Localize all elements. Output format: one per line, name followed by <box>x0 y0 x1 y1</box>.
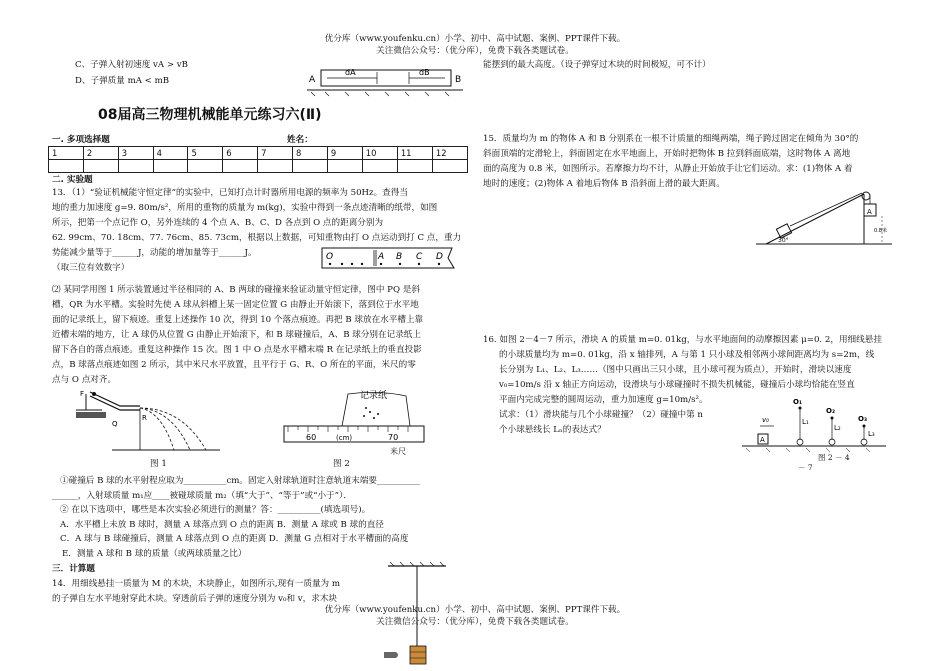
pend-label-v0: v₀ <box>762 416 769 424</box>
page-footer-line2: 关注微信公众号：（优分库），免费下载各类题试卷。 <box>376 617 574 627</box>
pendulum-row-figure <box>740 398 890 454</box>
pend-label-o3: O₃ <box>858 415 868 423</box>
q13-2-line: 点与 O 点对齐。 <box>52 375 117 385</box>
q13-2-line: 面的记录纸上，留下痕迹。重复上述操作 10 次，得到 10 个落点痕迹。再把 B 球放在水平槽上靠 <box>52 315 424 325</box>
q13-2-option: C．A 球与 B 球碰撞后，测量 A 球落点到 O 点的距离 D．测量 G 点相对于水平槽面的高度 <box>60 534 409 544</box>
answer-cell[interactable]: 4 <box>153 147 188 160</box>
q13-line: 62. 99cm、70. 18cm、77. 76cm、85. 73cm，根据以上数据，可知重物由打 O 点运动到打 C 点，重力 <box>52 233 462 243</box>
q16-line: v₀=10m/s 沿 x 轴正方向运动，设滑块与小球碰撞时不损失机械能，碰撞后小球均恰能在竖直 <box>499 380 855 390</box>
tape-label-d: D <box>436 252 443 262</box>
answer-table <box>48 146 468 173</box>
section3-heading: 三．计算题 <box>52 564 95 574</box>
option-d: D、子弹质量 mA < mB <box>75 76 170 86</box>
q13-2-answer-line: ①碰撞后 B 球的水平射程应取为__________cm。固定入射球轨道时注意轨道末端要__________ <box>60 476 420 486</box>
label-da: dA <box>345 68 356 77</box>
q13-2-line: ⑵ 某同学用图 1 所示装置通过半径相同的 A、B 两球的碰撞来验证动量守恒定律，图中 PQ 是斜 <box>52 285 420 295</box>
figure-1-caption: 图 1 <box>150 459 167 469</box>
q14-line: 的子弹自左水平地射穿此木块。穿透前后子弹的速度分别为 v₀和 v，求木块 <box>52 594 338 604</box>
q14-line: 14．用细线悬挂一质量为 M 的木块，木块静止，如图所示,现有一质量为 m <box>52 579 341 589</box>
q15-line: 斜面顶端的定滑轮上，斜面固定在水平地面上，开始时把物体 B 拉到斜面底端，这时物体 A 离地 <box>483 149 851 159</box>
q13-2-answer-line: ______，入射球质量 m₁应____被碰球质量 m₂（填“大于”、“等于”或“小于”）． <box>52 491 352 501</box>
fig1-label-r: R <box>142 414 147 422</box>
incline-label-height: 0.8米 <box>874 228 887 234</box>
tape-label-o: O <box>326 252 334 262</box>
tape-label-b: B <box>396 252 403 262</box>
q14-continuation: 能摆到的最大高度。（设子弹穿过木块的时间极短，可不计） <box>483 60 711 70</box>
pend-label-l3: L₃ <box>868 430 875 438</box>
q15-line: 地时的速度；(2)物体 A 着地后物体 B 沿斜面上滑的最大距离。 <box>483 179 725 189</box>
page-header-line1: 优分库（www.youfenku.cn）小学、初中、高中试题、案例、PPT课件下载。 <box>324 34 626 44</box>
fig2-unit: (cm) <box>336 434 353 442</box>
fig2-label-paper: 记录纸 <box>360 391 388 401</box>
answer-cell[interactable]: 11 <box>397 147 432 160</box>
option-c: C、子弹入射初速度 vA > vB <box>75 60 188 70</box>
figure-16-caption-2: － 7 <box>798 463 813 472</box>
fig2-tick-60: 60 <box>306 433 317 442</box>
fig2-label-ruler: 米尺 <box>390 447 406 456</box>
answer-cell[interactable]: 2 <box>83 147 118 160</box>
pend-label-l2: L₂ <box>834 424 841 432</box>
section1-heading: 一. 多项选择题 <box>52 135 110 145</box>
q15-line: 面的高度为 0.8 米，如图所示。若摩擦力均不计，从静止开始放手让它们运动。求：(1)物体 A 着 <box>483 164 853 174</box>
label-db: dB <box>419 68 430 77</box>
pend-label-o2: O₂ <box>826 407 836 415</box>
q13-line: （取三位有效数字） <box>52 263 130 273</box>
answer-cell[interactable]: 10 <box>362 147 397 160</box>
bullet-block-figure <box>305 62 465 98</box>
pend-label-o1: O₁ <box>793 398 803 406</box>
answer-cell[interactable]: 3 <box>118 147 153 160</box>
label-a: A <box>309 75 316 85</box>
name-label: 姓名： <box>287 135 313 145</box>
answer-cell[interactable]: 1 <box>49 147 84 160</box>
figure-16-caption-1: 图 2 － 4 <box>818 453 850 462</box>
section2-heading: 二. 实验题 <box>52 175 93 185</box>
q16-line: 16. 如图 2－4－7 所示，滑块 A 的质量 m=0. 01kg，与水平地面间的动摩擦因素 μ=0. 2，用细线悬挂 <box>483 335 882 345</box>
q13-2-option: A．水平槽上未放 B 球时，测量 A 球落点到 O 点的距离 B．测量 A 球或 B 球的直径 <box>60 520 384 530</box>
pend-label-a: A <box>760 436 765 444</box>
q13-line: 地的重力加速度 g=9. 80m/s²，所用的重物的质量为 m(kg)，实验中得到一条点迹清晰的纸带，如图 <box>52 203 438 213</box>
q13-line: 13．（1）“验证机械能守恒定律”的实验中，已知打点计时器所用电源的频率为 50Hz。查得当 <box>52 188 408 198</box>
tape-label-a: A <box>378 252 385 262</box>
paper-tape-figure <box>318 244 458 272</box>
fig1-label-f: F <box>80 390 85 398</box>
q13-2-option: E．测量 A 球和 B 球的质量（或两球质量之比） <box>62 549 247 559</box>
q16-line: 长分别为 L₁、L₂、L₃……（图中只画出三只小球，且小球可视为质点），开始时，滑块以速度 <box>499 365 852 375</box>
answer-cell[interactable]: 5 <box>188 147 223 160</box>
q13-2-line: 近槽末端的地方，让 A 球仍从位置 G 由静止开始滚下，和 B 球碰撞后，A、B 球分别在记录纸上 <box>52 330 422 340</box>
answer-cell[interactable]: 9 <box>327 147 362 160</box>
fig1-label-q: Q <box>112 420 118 428</box>
incline-pulley-figure <box>752 188 894 250</box>
page-footer-line1: 优分库（www.youfenku.cn）小学、初中、高中试题、案例、PPT课件下载。 <box>324 605 626 615</box>
answer-cell[interactable]: 6 <box>223 147 258 160</box>
q13-line: 所示，把第一个点记作 O，另外连续的 4 个点 A、B、C、D 各点到 O 点的距离分别为 <box>52 218 384 228</box>
q13-2-line: 留下各自的落点痕迹。重复这种操作 15 次。图 1 中 O 点是水平槽末端 R 在记录纸上的垂直投影 <box>52 345 422 355</box>
figure-2-caption: 图 2 <box>333 459 350 469</box>
q13-line: 势能减少量等于______J，动能的增加量等于______J。 <box>52 248 257 258</box>
q13-2-line: 槽，QR 为水平槽。实验时先使 A 球从斜槽上某一固定位置 G 由静止开始滚下，落到位于水平地 <box>52 300 419 310</box>
q13-2-answer-line: ② 在以下选项中，哪些是本次实验必须进行的测量？答：__________(填选项号)。 <box>60 505 371 515</box>
label-b: B <box>455 75 462 85</box>
answer-cell[interactable]: 8 <box>293 147 328 160</box>
q16-line: 个小球悬线长 Lₙ的表达式？ <box>499 425 606 435</box>
answer-cell[interactable]: 12 <box>432 147 467 160</box>
figure-1-apparatus <box>72 386 222 458</box>
answer-cell[interactable]: 7 <box>258 147 293 160</box>
q13-2-line: 点，B 球落点痕迹如图 2 所示，其中米尺水平放置，且平行于 G、R、O 所在的平面，米尺的零 <box>52 360 416 370</box>
figure-2-ruler <box>278 386 428 458</box>
tape-label-c: C <box>416 252 423 262</box>
incline-label-a: A <box>867 208 872 216</box>
q15-line: 15．质量均为 m 的物体 A 和 B 分别系在一根不计质量的细绳两端，绳子跨过固定在倾角为 30°的 <box>483 134 859 144</box>
incline-label-angle: 30° <box>778 237 789 244</box>
q16-line: 平面内完成完整的圆周运动，重力加速度 g=10m/s²。 <box>499 395 708 405</box>
page-title: 08届高三物理机械能单元练习六(Ⅱ) <box>98 107 322 123</box>
fig2-tick-70: 70 <box>388 433 399 442</box>
pend-label-l1: L₁ <box>802 418 809 426</box>
q16-line: 试求：（1）滑块能与几个小球碰撞？（2）碰撞中第 n <box>499 410 703 420</box>
page-header-line2: 关注微信公众号：（优分库），免费下载各类题试卷。 <box>376 46 574 56</box>
q16-line: 的小球质量均为 m=0. 01kg，沿 x 轴排列，A 与第 1 只小球及相邻两小球间距离均为 s=2m，线 <box>499 350 875 360</box>
